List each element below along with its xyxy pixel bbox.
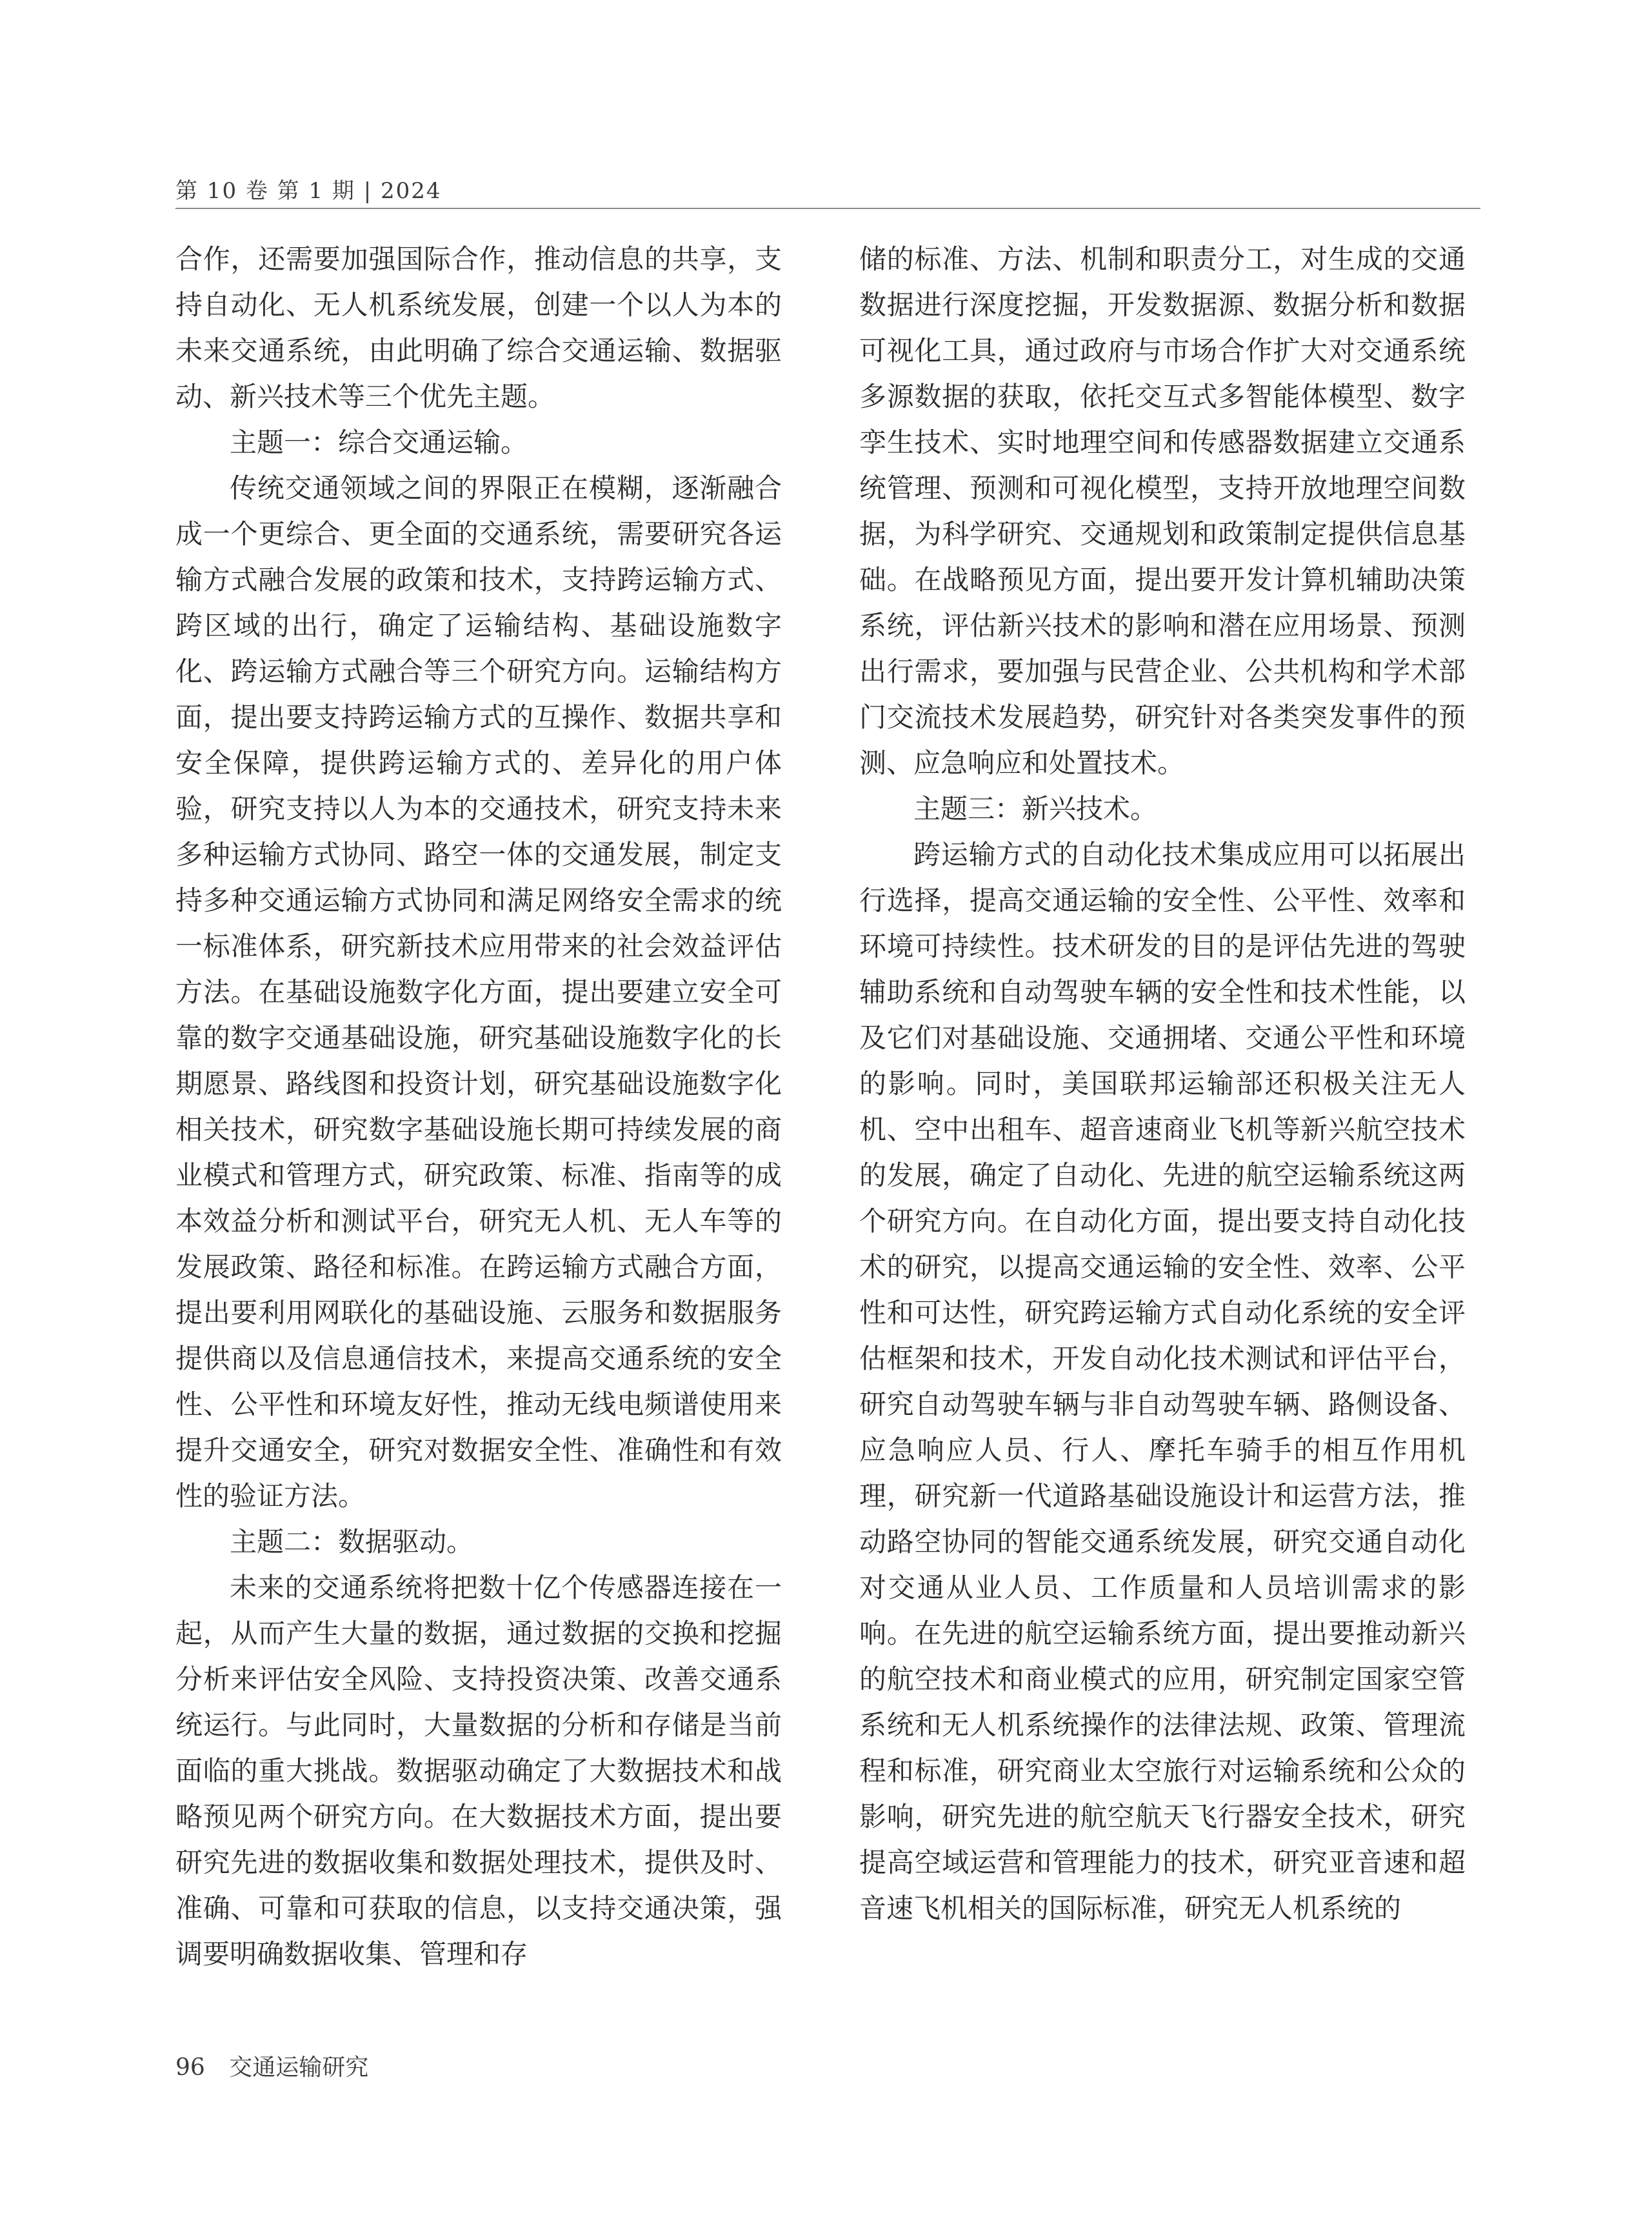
section-heading-theme-1: 主题一：综合交通运输。 bbox=[230, 426, 528, 458]
running-head: 第 10 卷 第 1 期 | 2024 bbox=[175, 178, 442, 204]
journal-name: 交通运输研究 bbox=[229, 2054, 369, 2081]
left-column bbox=[175, 236, 782, 1977]
paragraph: 未来的交通系统将把数十亿个传感器连接在一起，从而产生大量的数据，通过数据的交换和挖掘分析来评估安全风险、支持投资决策、改善交通系统运行。与此同时，大量数据的分析和存储是当前面临的重大挑战。数据驱动确定了大数据技术和战略预见两个研究方向。在大数据技术方面，提出要研究先进的数据收集和数据处理技术，提供及时、准确、可靠和可获取的信息，以支持交通决策，强调要明确数据收集、管理和存 bbox=[175, 1572, 782, 1970]
section-heading-theme-3: 主题三：新兴技术。 bbox=[913, 793, 1158, 825]
section-heading-theme-2: 主题二：数据驱动。 bbox=[230, 1526, 474, 1558]
paragraph: 传统交通领域之间的界限正在模糊，逐渐融合成一个更综合、更全面的交通系统，需要研究各运输方式融合发展的政策和技术，支持跨运输方式、跨区域的出行，确定了运输结构、基础设施数字化、跨运输方式融合等三个研究方向。运输结构方面，提出要支持跨运输方式的互操作、数据共享和安全保障，提供跨运输方式的、差异化的用户体验，研究支持以人为本的交通技术，研究支持未来多种运输方式协同、路空一体的交通发展，制定支持多种交通运输方式协同和满足网络安全需求的统一标准体系，研究新技术应用带来的社会效益评估方法。在基础设施数字化方面，提出要建立安全可靠的数字交通基础设施，研究基础设施数字化的长期愿景、路线图和投资计划，研究基础设施数字化相关技术，研究数字基础设施长期可持续发展的商业模式和管理方式，研究政策、标准、指南等的成本效益分析和测试平台，研究无人机、无人车等的发展政策、路径和标准。在跨运输方式融合方面，提出要利用网联化的基础设施、云服务和数据服务提供商以及信息通信技术，来提高交通系统的安全性、公平性和环境友好性，推动无线电频谱使用来提升交通安全，研究对数据安全性、准确性和有效性的验证方法。 bbox=[175, 472, 782, 1512]
header-rule bbox=[175, 208, 1480, 209]
page-number: 96 bbox=[175, 2054, 205, 2081]
right-column bbox=[859, 236, 1466, 1931]
page-footer bbox=[175, 2049, 368, 2082]
paragraph: 储的标准、方法、机制和职责分工，对生成的交通数据进行深度挖掘，开发数据源、数据分析和数据可视化工具，通过政府与市场合作扩大对交通系统多源数据的获取，依托交互式多智能体模型、数字孪生技术、实时地理空间和传感器数据建立交通系统管理、预测和可视化模型，支持开放地理空间数据，为科学研究、交通规划和政策制定提供信息基础。在战略预见方面，提出要开发计算机辅助决策系统，评估新兴技术的影响和潜在应用场景、预测出行需求，要加强与民营企业、公共机构和学术部门交流技术发展趋势，研究针对各类突发事件的预测、应急响应和处置技术。 bbox=[859, 243, 1466, 779]
paragraph: 合作，还需要加强国际合作，推动信息的共享，支持自动化、无人机系统发展，创建一个以人为本的未来交通系统，由此明确了综合交通运输、数据驱动、新兴技术等三个优先主题。 bbox=[175, 243, 782, 412]
paragraph: 跨运输方式的自动化技术集成应用可以拓展出行选择，提高交通运输的安全性、公平性、效率和环境可持续性。技术研发的目的是评估先进的驾驶辅助系统和自动驾驶车辆的安全性和技术性能，以及它们对基础设施、交通拥堵、交通公平性和环境的影响。同时，美国联邦运输部还积极关注无人机、空中出租车、超音速商业飞机等新兴航空技术的发展，确定了自动化、先进的航空运输系统这两个研究方向。在自动化方面，提出要支持自动化技术的研究，以提高交通运输的安全性、效率、公平性和可达性，研究跨运输方式自动化系统的安全评估框架和技术，开发自动化技术测试和评估平台，研究自动驾驶车辆与非自动驾驶车辆、路侧设备、应急响应人员、行人、摩托车骑手的相互作用机理，研究新一代道路基础设施设计和运营方法，推动路空协同的智能交通系统发展，研究交通自动化对交通从业人员、工作质量和人员培训需求的影响。在先进的航空运输系统方面，提出要推动新兴的航空技术和商业模式的应用，研究制定国家空管系统和无人机系统操作的法律法规、政策、管理流程和标准，研究商业太空旅行对运输系统和公众的影响，研究先进的航空航天飞行器安全技术，研究提高空域运营和管理能力的技术，研究亚音速和超音速飞机相关的国际标准，研究无人机系统的 bbox=[859, 839, 1466, 1924]
